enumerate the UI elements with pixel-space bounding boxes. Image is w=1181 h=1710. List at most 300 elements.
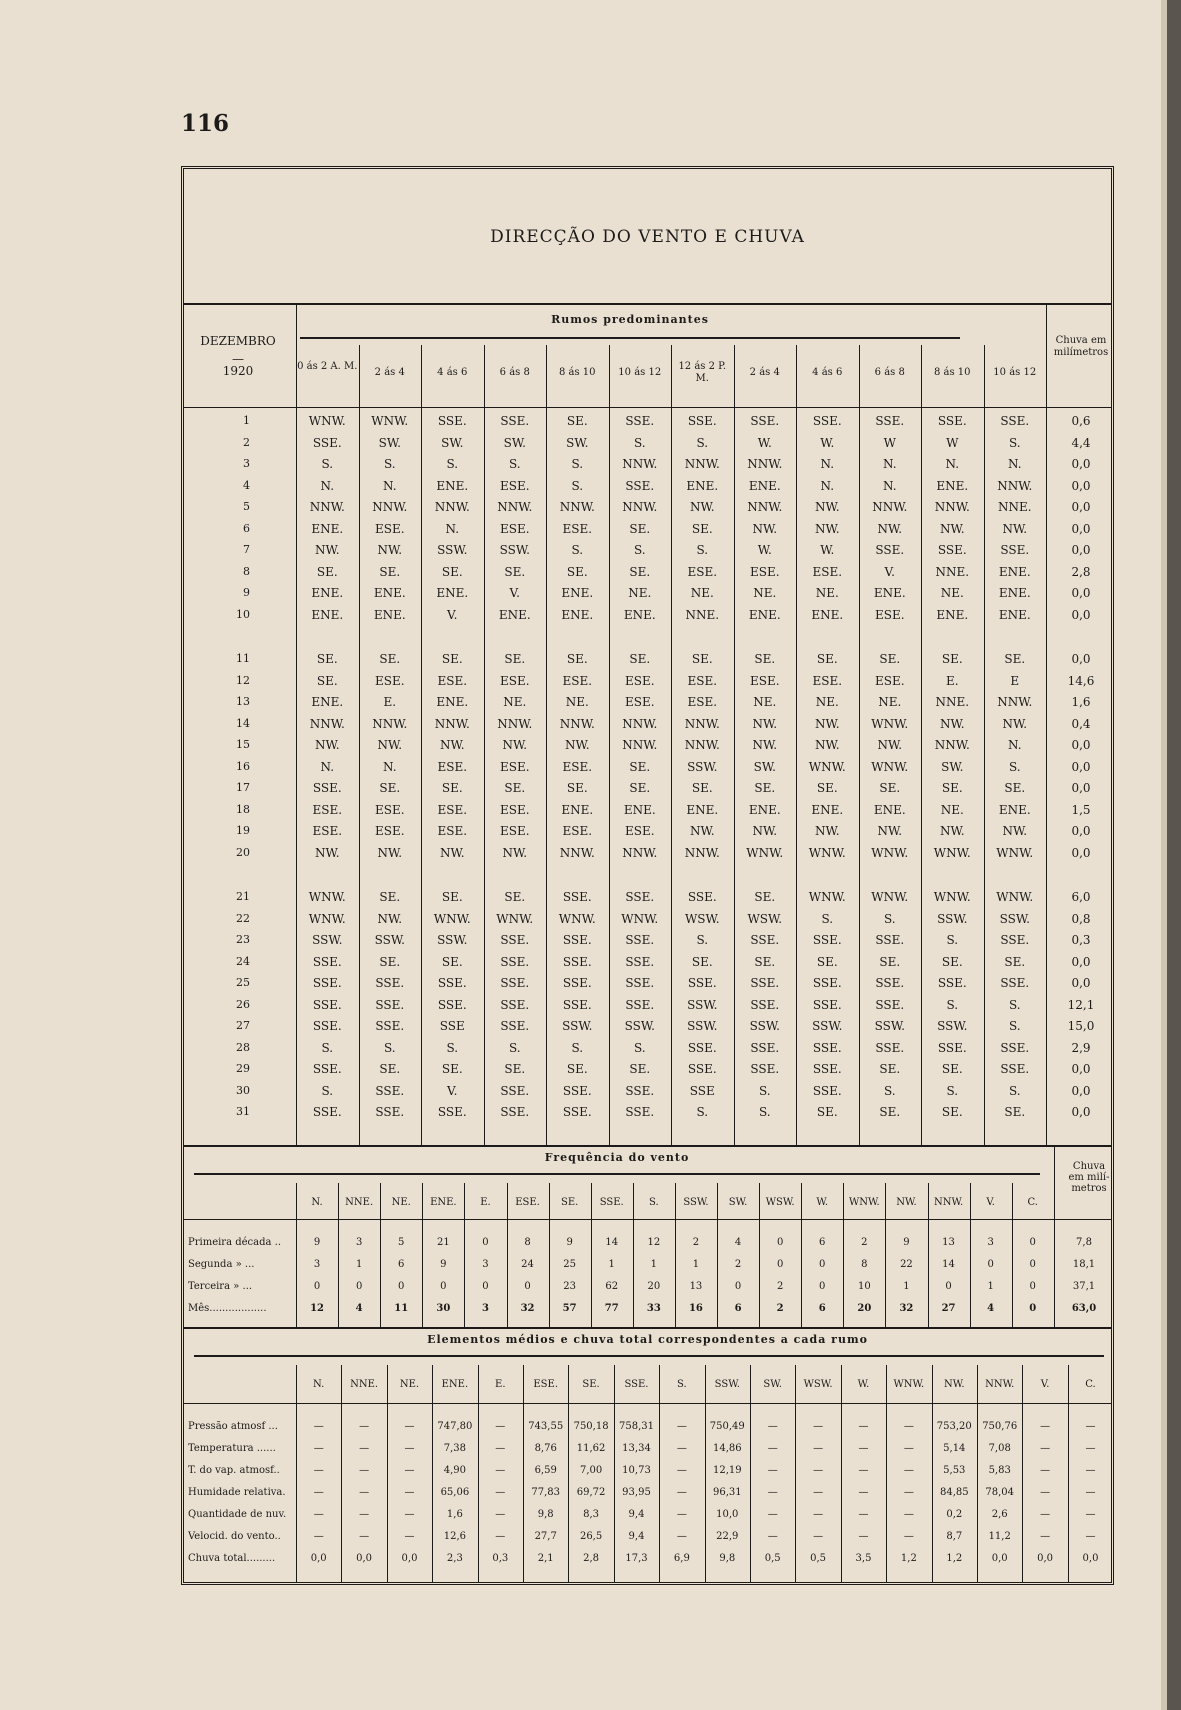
wind-direction-cell: SSE.	[812, 414, 842, 428]
elem-value-cell: —	[676, 1421, 687, 1432]
wind-direction-cell: NE.	[940, 586, 964, 600]
rain-cell: 0,0	[1071, 652, 1091, 666]
wind-direction-cell: ENE.	[873, 802, 906, 817]
elem-value-cell: —	[404, 1465, 415, 1476]
freq-value-cell: 2	[861, 1237, 868, 1248]
freq-value-cell: 32	[899, 1303, 914, 1314]
elem-value-cell: 0,5	[810, 1553, 827, 1564]
wind-direction-cell: SSE.	[812, 1083, 842, 1098]
wind-direction-cell: SSE.	[687, 1062, 717, 1076]
wind-direction-cell: SSE.	[812, 976, 842, 990]
time-header: 12 ás 2 P. M.	[678, 361, 727, 384]
wind-direction-cell: SSE.	[1000, 933, 1030, 947]
freq-value-cell: 25	[563, 1259, 576, 1270]
wind-direction-cell: NW.	[314, 543, 340, 557]
rain-cell: 0,8	[1071, 911, 1091, 926]
elem-value-cell: 96,31	[712, 1487, 742, 1498]
wind-direction-cell: S.	[946, 997, 959, 1012]
elem-value-cell: 78,04	[985, 1487, 1015, 1498]
wind-direction-cell: WSW.	[684, 911, 720, 926]
wind-direction-cell: SSE.	[312, 435, 342, 450]
wind-direction-cell: NNW.	[622, 457, 658, 471]
wind-direction-cell: V.	[884, 564, 895, 579]
wind-direction-cell: WNW.	[496, 911, 534, 926]
elem-direction-header: ESE.	[533, 1379, 559, 1390]
wind-direction-cell: SSE.	[312, 781, 342, 795]
wind-direction-cell: N.	[1007, 457, 1022, 471]
elem-value-cell: —	[676, 1531, 687, 1542]
freq-value-cell: 1	[987, 1281, 994, 1292]
freq-value-cell: 0	[987, 1259, 994, 1270]
freq-value-cell: 12	[647, 1237, 661, 1248]
wind-direction-cell: SSE.	[812, 1040, 842, 1055]
wind-direction-cell: NW.	[939, 521, 965, 536]
freq-value-cell: 13	[942, 1237, 955, 1248]
rain-cell: 0,0	[1071, 1062, 1091, 1076]
wind-direction-cell: SSE.	[312, 1062, 342, 1076]
wind-direction-cell: W	[883, 435, 896, 450]
day-number: 18	[236, 802, 250, 816]
elem-value-cell: 11,62	[576, 1443, 606, 1454]
wind-direction-cell: NNW.	[872, 500, 908, 514]
wind-direction-cell: ESE.	[562, 673, 593, 688]
wind-direction-cell: N.	[382, 759, 397, 774]
rain-cell: 0,0	[1071, 738, 1091, 752]
wind-direction-cell: NW.	[752, 824, 778, 838]
wind-direction-cell: S.	[446, 457, 459, 471]
elem-value-cell: —	[858, 1443, 869, 1454]
elem-value-cell: —	[1085, 1487, 1096, 1498]
time-header: 8 ás 10	[558, 367, 596, 378]
time-header: 8 ás 10	[933, 367, 971, 378]
rain-cell: 0,0	[1071, 781, 1091, 795]
wind-direction-cell: SSE.	[812, 933, 842, 947]
wind-direction-cell: SSE.	[500, 1105, 530, 1119]
elem-value-cell: 0,0	[356, 1553, 373, 1564]
elem-direction-header: E.	[495, 1379, 506, 1390]
wind-direction-cell: ESE.	[624, 824, 655, 838]
freq-row-label: Terceira » ...	[188, 1281, 253, 1292]
wind-direction-cell: SSE.	[375, 1019, 405, 1033]
wind-direction-cell: WNW.	[808, 845, 846, 860]
wind-direction-cell: SE.	[1004, 1105, 1026, 1119]
freq-value-cell: 57	[562, 1303, 577, 1314]
freq-row-label: Mês..................	[188, 1303, 267, 1314]
elem-value-cell: —	[313, 1443, 324, 1454]
wind-direction-cell: ENE.	[686, 802, 719, 817]
wind-direction-cell: SSE.	[437, 976, 467, 990]
elem-value-cell: 9,8	[537, 1509, 554, 1520]
wind-direction-cell: SE.	[941, 652, 963, 666]
wind-direction-cell: W	[946, 435, 959, 450]
elem-value-cell: —	[813, 1487, 824, 1498]
elem-row-label: Temperatura ......	[188, 1443, 276, 1454]
elem-value-cell: 3,5	[855, 1553, 872, 1564]
wind-direction-cell: SW.	[441, 435, 464, 450]
wind-direction-cell: W.	[820, 543, 835, 557]
wind-direction-cell: NNW.	[559, 500, 595, 514]
elem-direction-header: SE.	[582, 1379, 600, 1390]
wind-direction-cell: ENE.	[561, 607, 594, 622]
freq-direction-header: SE.	[560, 1197, 579, 1208]
wind-direction-cell: ENE.	[373, 586, 406, 600]
wind-direction-cell: ENE.	[311, 521, 344, 536]
wind-direction-cell: ESE.	[812, 564, 843, 579]
elem-value-cell: 0,2	[946, 1509, 963, 1520]
wind-direction-cell: SE.	[629, 759, 651, 774]
wind-direction-cell: SSE.	[625, 954, 655, 969]
elem-direction-header: SSW.	[714, 1379, 740, 1390]
rain-cell: 14,6	[1067, 673, 1095, 688]
wind-direction-cell: SE.	[566, 652, 588, 666]
wind-direction-cell: NE.	[940, 802, 964, 817]
wind-direction-cell: SE.	[879, 954, 901, 969]
wind-direction-cell: S.	[1008, 1083, 1021, 1098]
elem-row-label: Velocid. do vento..	[188, 1531, 281, 1542]
wind-direction-cell: SE.	[691, 521, 713, 536]
header-rule	[184, 407, 1111, 408]
wind-direction-cell: E.	[383, 695, 397, 709]
wind-direction-cell: WNW.	[308, 890, 346, 904]
wind-direction-cell: S.	[696, 933, 709, 947]
elem-value-cell: —	[858, 1487, 869, 1498]
wind-direction-cell: NNE.	[935, 564, 970, 579]
wind-direction-cell: NW.	[814, 716, 840, 731]
wind-direction-cell: ESE.	[437, 759, 468, 774]
wind-direction-cell: NW.	[689, 500, 715, 514]
elem-value-cell: —	[767, 1531, 778, 1542]
elem-value-cell: 750,49	[709, 1421, 745, 1432]
elem-value-cell: —	[359, 1465, 370, 1476]
time-header: 2 ás 4	[374, 367, 405, 378]
wind-direction-cell: ESE.	[562, 824, 593, 838]
wind-direction-cell: SE.	[441, 1062, 463, 1076]
elem-value-cell: 69,72	[576, 1487, 606, 1498]
elem-direction-header: NNE.	[350, 1379, 379, 1390]
elem-value-cell: 7,08	[988, 1443, 1011, 1454]
elem-direction-header: V.	[1040, 1379, 1050, 1390]
elem-value-cell: 0,0	[401, 1553, 418, 1564]
elem-value-cell: 2,6	[991, 1509, 1008, 1520]
day-number: 12	[236, 673, 250, 687]
time-header: 10 ás 12	[993, 367, 1037, 378]
wind-direction-cell: SE.	[879, 1105, 901, 1119]
time-header: 6 ás 8	[874, 367, 905, 378]
wind-direction-cell: SE.	[816, 954, 838, 969]
elem-value-cell: —	[313, 1465, 324, 1476]
wind-direction-cell: N.	[820, 457, 835, 471]
elem-value-cell: —	[813, 1465, 824, 1476]
wind-direction-cell: SSW.	[562, 1019, 593, 1033]
time-header: 6 ás 8	[499, 367, 530, 378]
wind-direction-cell: SSE.	[937, 543, 967, 557]
wind-direction-cell: SSE.	[937, 414, 967, 428]
elem-value-cell: —	[359, 1421, 370, 1432]
time-header: 0 ás 2 A. M.	[297, 361, 358, 372]
wind-direction-cell: SSE.	[687, 414, 717, 428]
freq-value-cell: 32	[520, 1303, 535, 1314]
freq-direction-header: NNE.	[345, 1197, 374, 1208]
wind-direction-cell: NE.	[565, 695, 589, 709]
elem-value-cell: —	[313, 1531, 324, 1542]
day-number: 27	[236, 1019, 250, 1032]
freq-direction-header: N.	[311, 1197, 323, 1208]
wind-direction-cell: SE.	[629, 781, 651, 795]
freq-value-cell: 3	[481, 1303, 489, 1314]
freq-value-cell: 0	[482, 1237, 489, 1248]
day-number: 24	[236, 954, 250, 968]
wind-direction-cell: NW.	[439, 738, 465, 752]
wind-direction-cell: ENE.	[561, 586, 594, 600]
freq-value-cell: 20	[857, 1303, 872, 1314]
wind-direction-cell: SE.	[754, 954, 776, 969]
wind-direction-cell: ESE.	[374, 521, 405, 536]
wind-direction-cell: NE.	[815, 695, 839, 709]
wind-direction-cell: S.	[383, 457, 396, 471]
freq-value-cell: 6	[734, 1303, 742, 1314]
wind-direction-cell: E	[1010, 673, 1020, 688]
elem-value-cell: —	[313, 1509, 324, 1520]
elem-value-cell: —	[676, 1487, 687, 1498]
wind-direction-cell: SSE.	[937, 976, 967, 990]
wind-direction-cell: SSE.	[312, 1019, 342, 1033]
wind-direction-cell: SSE.	[375, 1105, 405, 1119]
freq-value-cell: 3	[313, 1259, 321, 1270]
elem-title: Elementos médios e chuva total correspondentes a cada rumo	[427, 1333, 868, 1346]
wind-direction-cell: ENE.	[623, 607, 656, 622]
wind-direction-cell: S.	[696, 543, 709, 557]
freq-rain-cell: 7,8	[1076, 1237, 1092, 1248]
wind-direction-cell: ESE.	[437, 673, 468, 688]
elem-value-cell: —	[676, 1509, 687, 1520]
elem-value-cell: 5,83	[988, 1465, 1011, 1476]
wind-direction-cell: V.	[447, 607, 458, 622]
wind-direction-cell: SW.	[941, 759, 964, 774]
wind-direction-cell: NW.	[502, 738, 528, 752]
rain-cell: 0,0	[1071, 457, 1091, 471]
elem-direction-header: WSW.	[803, 1379, 833, 1390]
wind-direction-cell: SE.	[629, 1062, 651, 1076]
wind-direction-cell: SE.	[566, 414, 588, 428]
freq-value-cell: 1	[608, 1259, 615, 1270]
freq-value-cell: 6	[818, 1303, 826, 1314]
elem-value-cell: —	[903, 1509, 914, 1520]
title-box	[184, 169, 1111, 305]
elem-direction-header: NW.	[944, 1379, 965, 1390]
elem-value-cell: —	[858, 1531, 869, 1542]
freq-value-cell: 0	[1029, 1303, 1037, 1314]
wind-direction-cell: NE.	[815, 586, 839, 600]
freq-value-cell: 0	[1029, 1237, 1036, 1248]
elem-direction-header: SW.	[763, 1379, 782, 1390]
freq-value-cell: 1	[650, 1259, 658, 1270]
wind-direction-cell: S.	[321, 457, 334, 471]
wind-direction-cell: SE.	[504, 564, 526, 579]
wind-direction-cell: SSE.	[687, 890, 717, 904]
rain-cell: 0,0	[1071, 543, 1091, 557]
wind-direction-cell: SSW.	[749, 1019, 780, 1033]
wind-direction-cell: SSE.	[750, 976, 780, 990]
elem-value-cell: 27,7	[534, 1531, 557, 1542]
freq-value-cell: 14	[942, 1259, 955, 1270]
wind-direction-cell: NW.	[502, 845, 528, 860]
freq-value-cell: 1	[355, 1259, 363, 1270]
wind-direction-cell: E.	[945, 673, 959, 688]
day-number: 16	[236, 759, 250, 773]
freq-value-cell: 2	[776, 1303, 784, 1314]
elem-value-cell: —	[1040, 1531, 1051, 1542]
freq-brace	[194, 1173, 1040, 1175]
elem-value-cell: —	[359, 1509, 370, 1520]
freq-value-cell: 0	[482, 1281, 489, 1292]
wind-direction-cell: SSE.	[625, 976, 655, 990]
wind-direction-cell: SE.	[754, 652, 776, 666]
wind-direction-cell: WNW.	[433, 911, 471, 926]
elem-value-cell: —	[495, 1487, 506, 1498]
wind-direction-cell: SSE.	[500, 997, 530, 1012]
wind-direction-cell: V.	[447, 1083, 458, 1098]
elem-value-cell: 747,80	[437, 1421, 473, 1432]
wind-direction-cell: SW.	[753, 759, 776, 774]
wind-direction-cell: SSE.	[500, 954, 530, 969]
elem-value-cell: —	[903, 1465, 914, 1476]
wind-direction-cell: SE.	[441, 781, 463, 795]
wind-direction-cell: V.	[509, 586, 520, 600]
freq-direction-header: SSW.	[683, 1197, 709, 1208]
wind-direction-cell: SE.	[629, 652, 651, 666]
elem-value-cell: —	[313, 1487, 324, 1498]
wind-direction-cell: SSE.	[750, 997, 780, 1012]
wind-direction-cell: NNW.	[372, 716, 408, 731]
elem-row-label: Pressão atmosf ...	[188, 1421, 278, 1432]
freq-direction-header: WNW.	[848, 1197, 880, 1208]
freq-value-cell: 20	[647, 1281, 661, 1292]
elem-value-cell: —	[1085, 1465, 1096, 1476]
wind-direction-cell: SSE.	[750, 414, 780, 428]
rain-cell: 0,4	[1071, 716, 1091, 731]
rain-cell: 0,0	[1071, 1105, 1091, 1119]
wind-direction-cell: NNW.	[622, 845, 658, 860]
wind-direction-cell: ENE.	[998, 564, 1031, 579]
wind-direction-cell: S.	[383, 1040, 396, 1055]
wind-direction-cell: SE.	[941, 781, 963, 795]
elem-value-cell: 84,85	[939, 1487, 969, 1498]
page-title: DIRECÇÃO DO VENTO E CHUVA	[490, 227, 805, 247]
wind-direction-cell: SW.	[566, 435, 589, 450]
year-label: —	[232, 352, 244, 366]
time-header: 10 ás 12	[618, 367, 662, 378]
wind-direction-cell: ESE.	[874, 673, 905, 688]
wind-direction-cell: W.	[820, 435, 835, 450]
wind-direction-cell: SSW.	[437, 543, 468, 557]
elem-value-cell: 7,38	[443, 1443, 467, 1454]
wind-direction-cell: S.	[571, 457, 584, 471]
wind-direction-cell: ESE.	[374, 824, 405, 838]
wind-direction-cell: ESE.	[812, 673, 843, 688]
wind-direction-cell: SSE.	[312, 1105, 342, 1119]
freq-direction-header: WSW.	[765, 1197, 795, 1208]
wind-direction-cell: NNW.	[559, 716, 595, 731]
wind-direction-cell: SE.	[1004, 781, 1026, 795]
elem-value-cell: —	[359, 1487, 370, 1498]
day-number: 2	[243, 435, 250, 449]
elem-value-cell: 0,0	[1037, 1553, 1054, 1564]
wind-direction-cell: SW.	[378, 435, 401, 450]
freq-value-cell: 3	[355, 1237, 363, 1248]
freq-value-cell: 77	[604, 1303, 619, 1314]
freq-value-cell: 8	[524, 1237, 531, 1248]
freq-value-cell: 24	[521, 1259, 534, 1270]
wind-direction-cell: SSE.	[875, 976, 905, 990]
wind-direction-cell: NW.	[814, 521, 840, 536]
elem-value-cell: —	[359, 1443, 370, 1454]
wind-direction-cell: SSE.	[625, 997, 655, 1012]
wind-direction-cell: ESE.	[499, 824, 530, 838]
elem-direction-header: NNW.	[985, 1379, 1015, 1390]
freq-value-cell: 0	[776, 1259, 784, 1270]
rain-cell: 0,0	[1071, 954, 1091, 969]
freq-value-cell: 1	[692, 1259, 700, 1270]
year-value: 1920	[222, 364, 254, 378]
rain-cell: 0,0	[1071, 759, 1091, 774]
day-number: 4	[243, 478, 250, 492]
elem-value-cell: —	[767, 1509, 778, 1520]
elem-value-cell: —	[813, 1509, 824, 1520]
wind-direction-cell: ESE.	[312, 802, 343, 817]
wind-direction-cell: NW.	[377, 543, 403, 557]
elem-value-cell: 10,73	[622, 1465, 651, 1476]
elem-value-cell: —	[1040, 1443, 1051, 1454]
elem-value-cell: —	[495, 1443, 506, 1454]
wind-direction-cell: SSE.	[1000, 543, 1030, 557]
elem-value-cell: 9,8	[719, 1553, 736, 1564]
wind-direction-cell: S.	[321, 1040, 334, 1055]
elem-value-cell: 2,8	[583, 1553, 600, 1564]
rain-cell: 0,0	[1071, 824, 1091, 838]
wind-direction-cell: S.	[821, 911, 834, 926]
wind-direction-cell: SSW.	[687, 759, 718, 774]
wind-direction-cell: SSE.	[875, 1040, 905, 1055]
elem-value-cell: 2,1	[537, 1553, 554, 1564]
wind-direction-cell: ENE.	[311, 695, 344, 709]
wind-direction-cell: N.	[882, 478, 897, 493]
freq-value-cell: 16	[688, 1303, 703, 1314]
day-number: 9	[243, 586, 250, 599]
freq-value-cell: 2	[734, 1259, 742, 1270]
day-number: 30	[236, 1083, 250, 1097]
wind-direction-cell: ESE.	[749, 673, 780, 688]
wind-direction-cell: S.	[946, 1083, 959, 1098]
wind-direction-cell: SW.	[503, 435, 526, 450]
wind-direction-cell: S.	[508, 1040, 521, 1055]
wind-direction-cell: SSE.	[1000, 1040, 1030, 1055]
wind-direction-cell: NNW.	[684, 716, 720, 731]
wind-direction-cell: N.	[382, 478, 397, 493]
wind-direction-cell: SSE.	[437, 997, 467, 1012]
elem-value-cell: 1,6	[446, 1509, 463, 1520]
wind-direction-cell: S.	[883, 911, 896, 926]
wind-direction-cell: SE.	[691, 652, 713, 666]
wind-direction-cell: SSW.	[937, 911, 968, 926]
freq-rain-cell: 37,1	[1072, 1281, 1096, 1292]
wind-direction-cell: ESE.	[624, 695, 655, 709]
wind-direction-cell: NNE.	[935, 695, 970, 709]
wind-direction-cell: SSW.	[937, 1019, 968, 1033]
wind-direction-cell: ESE.	[562, 521, 593, 536]
wind-direction-cell: SSE.	[937, 1040, 967, 1055]
freq-direction-header: SW.	[728, 1197, 748, 1208]
wind-direction-cell: SSE.	[625, 1083, 655, 1098]
